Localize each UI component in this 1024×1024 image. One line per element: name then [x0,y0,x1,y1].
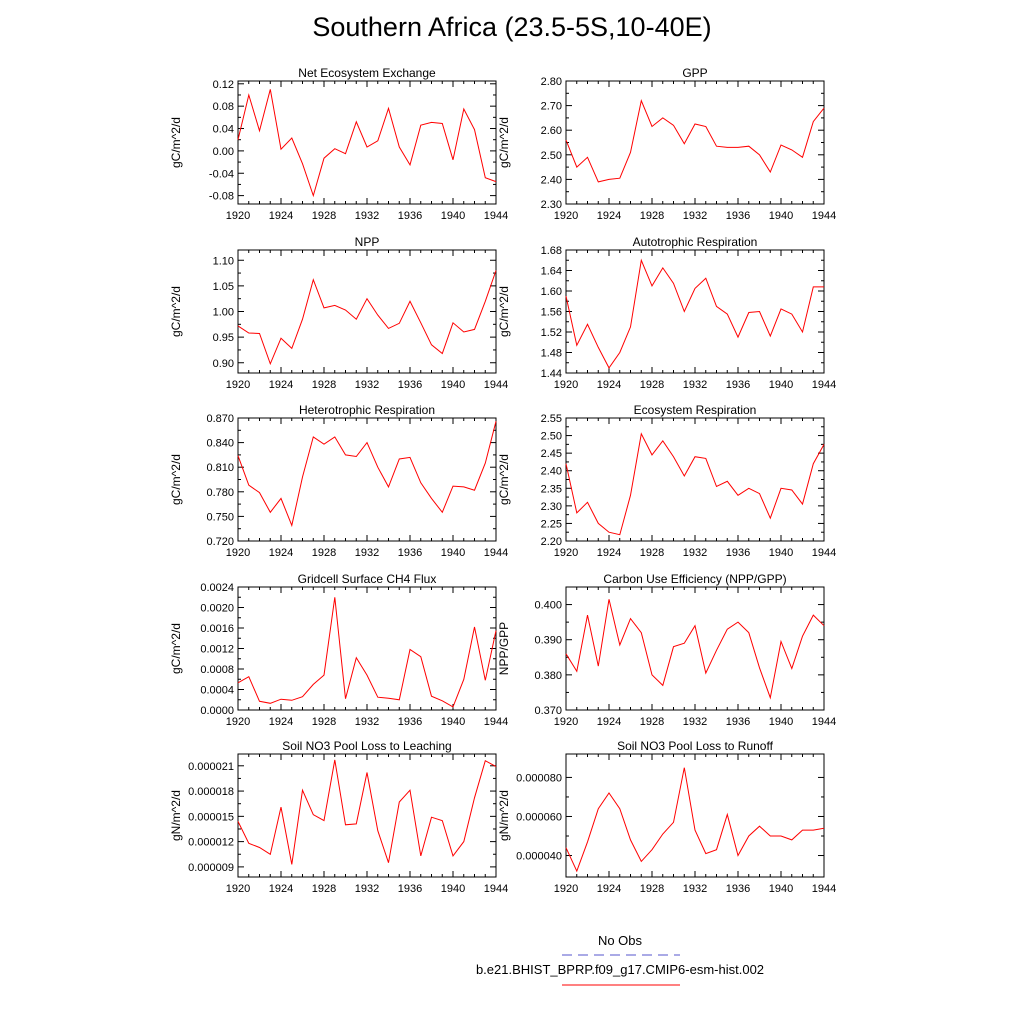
y-tick-label: 2.50 [540,149,562,162]
panel-title: Net Ecosystem Exchange [298,66,436,80]
x-tick-label: 1944 [483,547,509,559]
y-tick-label: 0.04 [212,123,234,136]
x-tick-label: 1932 [682,716,708,728]
x-tick-label: 1932 [682,379,708,391]
y-axis-label: gC/m^2/d [497,286,511,337]
x-tick-label: 1936 [397,883,423,895]
y-tick-label: 0.0000 [200,705,234,717]
y-tick-label: 1.68 [540,245,562,257]
y-tick-label: 0.000012 [188,836,234,849]
chart-leach [169,739,508,895]
x-tick-label: 1940 [440,716,466,728]
y-tick-label: 0.0024 [200,582,234,594]
x-tick-label: 1924 [268,547,294,559]
y-tick-label: 2.35 [540,483,562,496]
plot-frame [238,418,496,541]
y-axis-label: gN/m^2/d [497,790,511,841]
x-tick-label: 1924 [268,716,294,728]
y-tick-label: 0.08 [212,101,234,114]
y-tick-label: 0.0012 [200,643,234,656]
panel-title: Gridcell Surface CH4 Flux [297,572,437,586]
x-tick-label: 1928 [639,547,665,559]
series-line [238,760,496,865]
x-tick-label: 1920 [553,210,579,222]
x-tick-label: 1944 [811,210,837,222]
plot-frame [566,81,824,204]
panel-title: Carbon Use Efficiency (NPP/GPP) [603,572,787,586]
x-tick-label: 1936 [725,547,751,559]
legend-run-label: b.e21.BHIST_BPRP.f09_g17.CMIP6-esm-hist.002 [475,962,765,977]
x-tick-label: 1920 [225,379,251,391]
series-line [566,434,824,535]
x-tick-label: 1940 [768,716,794,728]
x-tick-label: 1944 [811,379,837,391]
x-tick-label: 1920 [225,716,251,728]
y-tick-label: 0.12 [212,78,234,91]
series-line [238,271,496,364]
y-tick-label: 2.70 [540,100,562,113]
y-tick-label: 0.400 [534,599,562,612]
y-tick-label: 1.44 [540,368,562,380]
x-tick-label: 1936 [397,547,423,559]
x-tick-label: 1940 [768,379,794,391]
x-tick-label: 1944 [483,883,509,895]
y-tick-label: 0.870 [206,413,234,425]
y-tick-label: 2.20 [540,536,562,548]
y-tick-label: 1.64 [540,265,562,278]
plot-frame [566,418,824,541]
y-tick-label: 0.750 [206,511,234,524]
y-tick-label: 1.10 [212,255,234,268]
x-tick-label: 1928 [311,883,337,895]
y-axis-label: NPP/GPP [497,621,511,676]
y-tick-label: 1.48 [540,347,562,360]
plot-frame [566,754,824,877]
x-tick-label: 1940 [768,210,794,222]
x-tick-label: 1928 [311,210,337,222]
y-tick-label: 0.370 [534,705,562,717]
plot-frame [566,587,824,710]
x-tick-label: 1920 [553,883,579,895]
series-line [566,260,824,368]
panel-title: Soil NO3 Pool Loss to Runoff [617,739,773,753]
y-tick-label: 1.05 [212,280,234,293]
x-tick-label: 1932 [354,379,380,391]
y-tick-label: 2.30 [540,199,562,211]
series-line [566,768,824,871]
y-tick-label: 0.000015 [188,811,234,824]
chart-cue [497,572,836,728]
x-tick-label: 1944 [483,210,509,222]
x-tick-label: 1936 [397,716,423,728]
y-axis-label: gC/m^2/d [169,454,183,505]
x-tick-label: 1936 [725,716,751,728]
y-tick-label: 2.40 [540,465,562,478]
panel-title: NPP [354,235,380,249]
y-tick-label: 0.720 [206,536,234,548]
x-tick-label: 1936 [397,379,423,391]
x-tick-label: 1920 [553,379,579,391]
chart-gpp [497,66,836,222]
x-tick-label: 1924 [596,379,622,391]
series-line [238,89,496,195]
y-tick-label: 1.56 [540,306,562,319]
x-tick-label: 1928 [311,379,337,391]
chart-ar [497,235,836,391]
panel-title: Heterotrophic Respiration [298,403,436,417]
series-line [238,421,496,525]
x-tick-label: 1932 [682,883,708,895]
x-tick-label: 1932 [354,210,380,222]
page-title: Southern Africa (23.5-5S,10-40E) [312,12,712,42]
chart-npp [169,235,508,391]
y-tick-label: 0.000009 [188,861,234,874]
panel-title: Ecosystem Respiration [633,403,757,417]
y-tick-label: 0.780 [206,486,234,499]
x-tick-label: 1924 [596,883,622,895]
chart-nee [169,66,508,222]
x-tick-label: 1932 [354,716,380,728]
x-tick-label: 1928 [639,716,665,728]
x-tick-label: 1940 [768,883,794,895]
x-tick-label: 1932 [682,547,708,559]
x-tick-label: 1944 [811,883,837,895]
x-tick-label: 1920 [553,716,579,728]
y-axis-label: gC/m^2/d [497,454,511,505]
y-tick-label: 2.25 [540,518,562,531]
x-tick-label: 1944 [811,547,837,559]
x-tick-label: 1924 [596,210,622,222]
x-tick-label: 1940 [440,210,466,222]
x-tick-label: 1920 [225,883,251,895]
x-tick-label: 1924 [596,716,622,728]
y-tick-label: 0.000080 [516,772,562,785]
x-tick-label: 1940 [768,547,794,559]
x-tick-label: 1940 [440,883,466,895]
x-tick-label: 1936 [397,210,423,222]
panel-title: Soil NO3 Pool Loss to Leaching [282,739,452,753]
x-tick-label: 1924 [268,379,294,391]
y-tick-label: 0.95 [212,332,234,345]
y-tick-label: 0.000040 [516,850,562,863]
series-line [238,597,496,707]
x-tick-label: 1924 [268,883,294,895]
plot-frame [238,81,496,204]
x-tick-label: 1932 [354,547,380,559]
y-tick-label: 0.0008 [200,664,234,676]
y-tick-label: 0.380 [534,669,562,682]
y-tick-label: 1.00 [212,306,234,319]
y-tick-label: 0.840 [206,437,234,450]
y-tick-label: 2.50 [540,430,562,443]
x-tick-label: 1928 [311,716,337,728]
chart-hr [169,403,508,559]
x-tick-label: 1928 [311,547,337,559]
y-axis-label: gC/m^2/d [169,117,183,168]
x-tick-label: 1920 [225,547,251,559]
y-axis-label: gC/m^2/d [169,623,183,674]
y-tick-label: 1.52 [540,327,562,339]
chart-runoff [497,739,836,895]
y-tick-label: -0.08 [208,190,234,203]
x-tick-label: 1940 [440,547,466,559]
x-tick-label: 1936 [725,379,751,391]
legend-obs-label: No Obs [597,933,643,948]
x-tick-label: 1928 [639,210,665,222]
x-tick-label: 1920 [225,210,251,222]
y-tick-label: 0.0004 [200,684,234,697]
x-tick-label: 1920 [553,547,579,559]
panel-title: GPP [682,66,708,80]
y-tick-label: 0.90 [212,357,234,370]
series-line [566,599,824,697]
x-tick-label: 1924 [268,210,294,222]
plot-frame [238,587,496,710]
x-tick-label: 1928 [639,379,665,391]
chart-ch4 [169,572,508,728]
y-tick-label: 2.80 [540,76,562,88]
series-line [566,101,824,182]
y-tick-label: 2.40 [540,174,562,187]
y-tick-label: 0.00 [212,145,234,158]
x-tick-label: 1932 [682,210,708,222]
y-tick-label: -0.04 [208,168,234,181]
y-tick-label: 0.000018 [188,786,234,799]
x-tick-label: 1928 [639,883,665,895]
y-axis-label: gC/m^2/d [169,286,183,337]
x-tick-label: 1940 [440,379,466,391]
x-tick-label: 1936 [725,210,751,222]
x-tick-label: 1944 [483,716,509,728]
y-axis-label: gC/m^2/d [497,117,511,168]
y-tick-label: 0.390 [534,634,562,647]
x-tick-label: 1944 [483,379,509,391]
y-tick-label: 2.60 [540,125,562,138]
y-tick-label: 0.000060 [516,811,562,824]
x-tick-label: 1932 [354,883,380,895]
panel-title: Autotrophic Respiration [632,235,758,249]
y-tick-label: 1.60 [540,286,562,298]
y-tick-label: 0.0020 [200,602,234,615]
y-tick-label: 0.000021 [188,760,234,773]
chart-er [497,403,836,559]
x-tick-label: 1924 [596,547,622,559]
plot-frame [238,250,496,373]
y-axis-label: gN/m^2/d [169,790,183,841]
y-tick-label: 0.810 [206,462,234,475]
y-tick-label: 2.55 [540,413,562,425]
x-tick-label: 1944 [811,716,837,728]
y-tick-label: 2.30 [540,500,562,513]
x-tick-label: 1936 [725,883,751,895]
y-tick-label: 0.0016 [200,623,234,635]
y-tick-label: 2.45 [540,448,562,461]
